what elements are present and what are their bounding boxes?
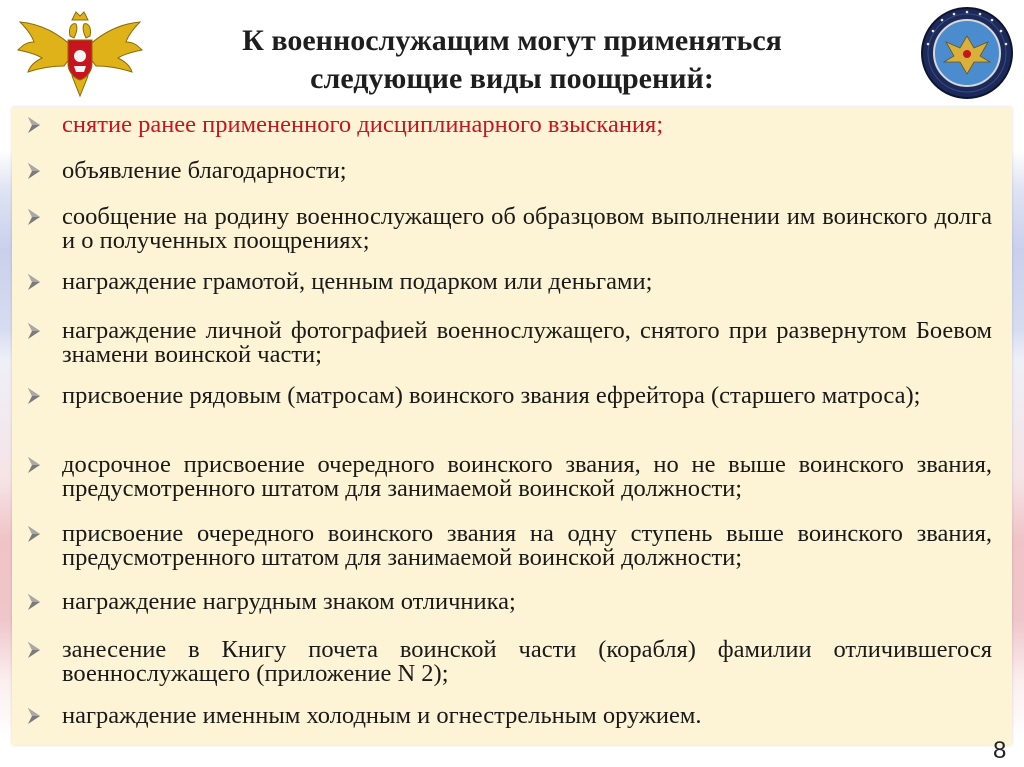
list-item-text: награждение нагрудным знаком отличника; bbox=[62, 588, 516, 615]
page-number: 8 bbox=[993, 737, 1007, 764]
arrow-bullet-icon bbox=[26, 522, 42, 546]
list-item-text: сообщение на родину военнослужащего об образцовом выполнении им воинского долга и о полученных поощрениях; bbox=[62, 203, 992, 254]
content-panel bbox=[12, 107, 1012, 745]
title-line-2: следующие виды поощрений: bbox=[310, 62, 714, 95]
arrow-bullet-icon bbox=[26, 113, 42, 137]
arrow-bullet-icon bbox=[26, 453, 42, 477]
arrow-bullet-icon bbox=[26, 384, 42, 408]
page-title bbox=[160, 22, 864, 98]
slide-header bbox=[0, 0, 1024, 108]
list-item-text: награждение грамотой, ценным подарком или деньгами; bbox=[62, 268, 653, 295]
list-item-text: объявление благодарности; bbox=[62, 157, 347, 184]
arrow-bullet-icon bbox=[26, 590, 42, 614]
list-item-text: присвоение рядовым (матросам) воинского звания ефрейтора (старшего матроса); bbox=[62, 382, 921, 409]
list-item-text: награждение личной фотографией военнослужащего, снятого при развернутом Боевом знамени воинской части; bbox=[62, 317, 992, 368]
list-item-text: досрочное присвоение очередного воинского звания, но не выше воинского звания, предусмотренного штатом для занимаемой воинской должности; bbox=[62, 451, 992, 502]
arrow-bullet-icon bbox=[26, 205, 42, 229]
arrow-bullet-icon bbox=[26, 704, 42, 728]
list-item-text: присвоение очередного воинского звания на одну ступень выше воинского звания, предусмотренного штатом для занимаемой воинской должности; bbox=[62, 520, 992, 571]
arrow-bullet-icon bbox=[26, 638, 42, 662]
double-headed-eagle-emblem bbox=[14, 6, 146, 102]
list-item-text: снятие ранее примененного дисциплинарного взыскания; bbox=[62, 111, 664, 138]
arrow-bullet-icon bbox=[26, 319, 42, 343]
list-item-text: занесение в Книгу почета воинской части (корабля) фамилии отличившегося военнослужащего (приложение N 2); bbox=[62, 636, 992, 687]
list-item-text: награждение именным холодным и огнестрельным оружием. bbox=[62, 702, 702, 729]
arrow-bullet-icon bbox=[26, 159, 42, 183]
title-line-1: К военнослужащим могут применяться bbox=[242, 24, 782, 57]
military-academy-round-emblem bbox=[920, 6, 1014, 100]
arrow-bullet-icon bbox=[26, 270, 42, 294]
